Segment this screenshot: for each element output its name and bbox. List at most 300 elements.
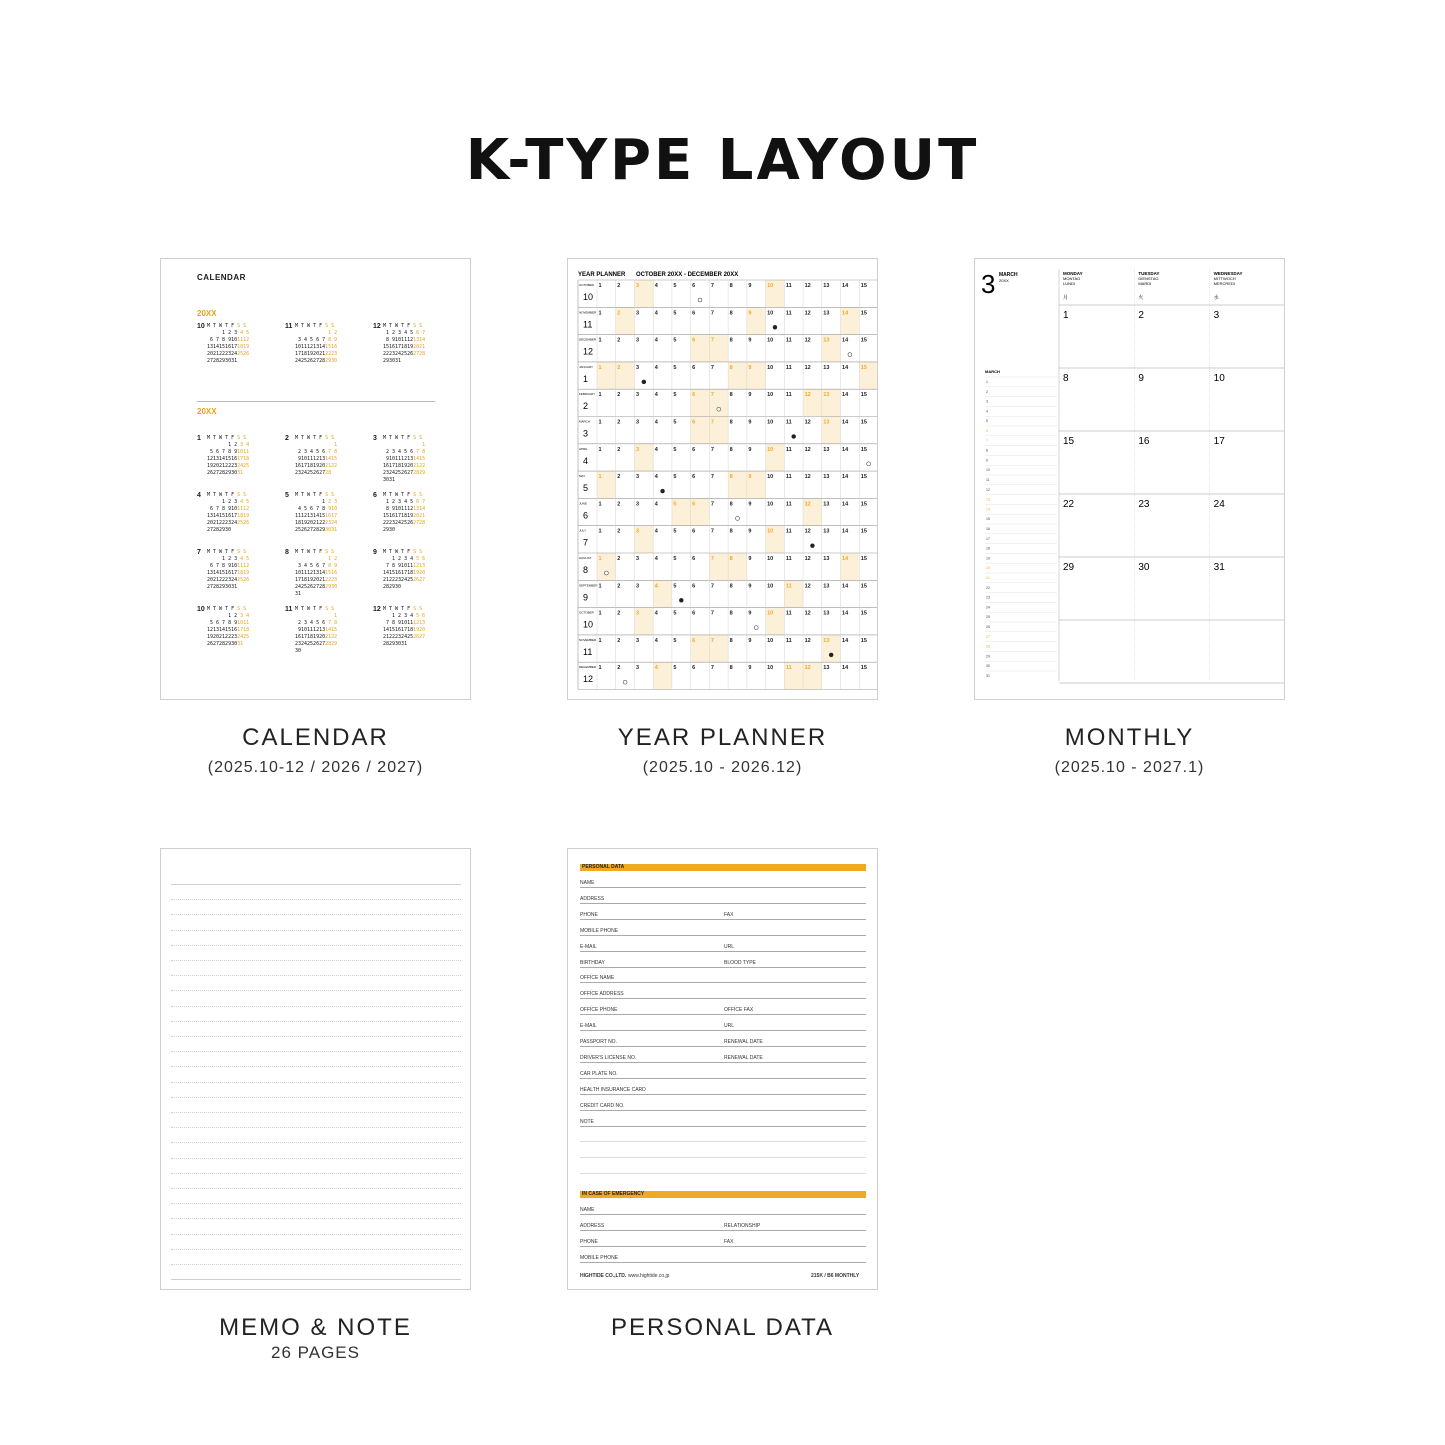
monthly-date: 2	[1138, 310, 1144, 321]
planner-day: 3	[635, 501, 640, 508]
planner-day: 11	[785, 583, 792, 590]
memo-rule-line	[171, 945, 461, 946]
planner-day: 13	[823, 556, 830, 562]
mini-month-number: 2	[285, 435, 289, 442]
planner-day: 5	[673, 283, 677, 289]
planner-day: 6	[692, 501, 696, 508]
planner-day: 1	[598, 501, 602, 508]
side-list-day: 16	[986, 527, 990, 531]
monthly-date: 9	[1138, 373, 1144, 384]
planner-day: 7	[710, 501, 714, 508]
field-label-right: FAX	[724, 1238, 734, 1245]
planner-day: 8	[729, 665, 733, 672]
mini-month-number: 5	[285, 492, 289, 499]
planner-day: 13	[823, 528, 830, 535]
planner-day: 2	[617, 310, 621, 317]
planner-day: 4	[654, 283, 658, 289]
planner-day: 1	[598, 665, 602, 672]
side-list-day: 22	[986, 585, 990, 590]
planner-day: 5	[673, 419, 677, 426]
planner-day: 7	[710, 446, 714, 453]
planner-day: 12	[804, 310, 811, 317]
planner-month-name: JUNE	[579, 501, 587, 506]
field-label: MOBILE PHONE	[580, 927, 619, 934]
planner-day: 3	[635, 583, 640, 590]
memo-rule-line	[171, 1021, 461, 1022]
personal-data-header-bar	[580, 864, 866, 871]
weekday-header-de: MITTWOCH	[1213, 276, 1236, 281]
planner-day: 13	[823, 419, 830, 426]
planner-day: 2	[617, 419, 621, 426]
planner-day: 10	[767, 665, 774, 672]
mini-month-days: M T W T F S S 1 2 3 4 5 6 7 8 910111213 14151617181920 21222324252627 28293031	[383, 606, 426, 647]
note-line	[580, 1173, 866, 1174]
planner-month-name: OCTOBER	[579, 283, 594, 287]
planner-month-name: JANUARY	[579, 364, 593, 369]
planner-day: 1	[598, 637, 602, 644]
memo-rule-line	[171, 990, 461, 991]
personal-data-label: PERSONAL DATA	[611, 1314, 834, 1341]
planner-day: 5	[673, 637, 677, 644]
planner-day: 2	[617, 446, 621, 453]
monthly-date: 8	[1063, 373, 1069, 384]
field-line	[580, 887, 866, 888]
year-planner-page-preview	[567, 258, 878, 700]
planner-month-number: 10	[583, 292, 594, 302]
field-label: ADDRESS	[580, 1222, 605, 1229]
planner-day: 1	[598, 337, 602, 344]
planner-month-name: SEPTEMBER	[579, 583, 598, 588]
planner-day: 13	[823, 364, 830, 371]
mini-month-number: 6	[373, 492, 377, 499]
memo-page-preview	[160, 848, 471, 1290]
planner-month-number: 7	[583, 537, 589, 548]
planner-day: 5	[673, 474, 677, 481]
memo-rule-line	[171, 1127, 461, 1128]
weekday-header-de: MONTAG	[1063, 276, 1081, 281]
mini-month-number: 10	[197, 323, 205, 330]
planner-month-number: 6	[583, 510, 589, 521]
planner-day: 5	[673, 528, 677, 535]
planner-day: 13	[823, 310, 830, 317]
monthly-date: 30	[1138, 562, 1150, 573]
side-list-day: 31	[986, 674, 990, 678]
planner-month-number: 12	[583, 346, 594, 357]
planner-day: 4	[654, 610, 658, 617]
planner-day: 9	[748, 310, 752, 317]
planner-day: 7	[710, 556, 714, 562]
planner-day: 10	[767, 364, 774, 371]
planner-day: 6	[692, 283, 696, 289]
planner-day: 14	[842, 501, 849, 508]
planner-day: 13	[823, 392, 830, 399]
mini-month-number: 12	[373, 606, 381, 613]
planner-month-name: MARCH	[579, 419, 590, 424]
planner-day: 2	[617, 337, 621, 344]
monthly-date: 15	[1063, 436, 1075, 447]
planner-day: 10	[767, 283, 774, 289]
planner-day: 2	[617, 501, 621, 508]
monthly-date: 10	[1213, 373, 1225, 384]
calendar-label: CALENDAR	[242, 724, 389, 751]
personal-data-header: PERSONAL DATA	[582, 864, 625, 870]
planner-day: 3	[635, 474, 640, 481]
planner-day: 4	[654, 528, 658, 535]
side-list-day: 27	[986, 634, 990, 639]
planner-day: 1	[598, 446, 602, 453]
planner-day: 2	[617, 474, 621, 481]
planner-day: 15	[860, 283, 867, 289]
planner-day: 7	[710, 528, 714, 535]
planner-day: 6	[692, 610, 696, 617]
planner-day: 2	[617, 637, 621, 644]
planner-day: 13	[823, 665, 830, 672]
memo-rule-line	[171, 1006, 461, 1007]
weekday-header: WEDNESDAY	[1213, 271, 1243, 276]
memo-rule-line	[171, 1173, 461, 1174]
planner-day: 15	[860, 446, 867, 453]
planner-month-name: DECEMBER	[579, 665, 597, 670]
planner-day: 4	[654, 583, 658, 590]
weekday-header: TUESDAY	[1138, 271, 1160, 276]
side-list-day: 8	[986, 448, 988, 453]
planner-day: 7	[710, 337, 714, 344]
planner-day: 1	[598, 474, 602, 481]
memo-rule-line	[171, 930, 461, 931]
planner-month-number: 8	[583, 565, 589, 575]
monthly-sub: (2025.10 - 2027.1)	[1054, 759, 1205, 776]
planner-day: 15	[860, 528, 867, 535]
planner-day: 14	[842, 610, 849, 617]
mini-month-days: M T W T F S S 1 2 3 4 5 6 7 8 91011 12131415161718 19202122232425 262728293031	[207, 606, 250, 647]
calendar-year-label: 20XX	[197, 309, 217, 318]
planner-month-number: 1	[583, 373, 589, 384]
memo-rule-line	[171, 1203, 461, 1204]
personal-data-page-preview	[567, 848, 878, 1290]
field-label: DRIVER'S LICENSE NO.	[580, 1054, 637, 1061]
planner-day: 10	[767, 446, 774, 453]
monthly-label: MONTHLY	[1064, 724, 1195, 751]
planner-day: 2	[617, 610, 621, 617]
planner-day: 15	[860, 583, 867, 590]
planner-day: 7	[710, 610, 714, 617]
planner-month-name: OCTOBER	[579, 610, 594, 615]
planner-day: 4	[654, 637, 658, 644]
memo-rule-line	[171, 1112, 461, 1113]
moon-phase-icon	[736, 516, 740, 520]
planner-day: 7	[710, 283, 714, 289]
weekday-header-jp: 火	[1138, 295, 1144, 301]
planner-day: 11	[785, 337, 792, 344]
planner-day: 10	[767, 583, 774, 590]
side-list-day: 9	[986, 458, 988, 463]
planner-day: 5	[673, 310, 677, 317]
side-list-day: 28	[986, 644, 990, 649]
side-list-day: 18	[986, 546, 990, 551]
memo-rule-line	[171, 1264, 461, 1265]
moon-phase-icon	[754, 626, 758, 630]
mini-month-number: 10	[197, 606, 205, 613]
planner-day: 9	[748, 283, 752, 289]
planner-day: 3	[635, 337, 640, 344]
planner-day: 3	[635, 364, 640, 371]
planner-day: 6	[692, 364, 696, 371]
planner-day: 7	[710, 419, 714, 426]
planner-day: 11	[785, 610, 792, 617]
planner-day: 2	[617, 556, 621, 562]
planner-day: 7	[710, 474, 714, 481]
mini-month-days: M T W T F S S 1 2 3 4 5 6 7 8 910111213 14151617181920 21222324252627 282930	[383, 549, 426, 590]
field-label-right: FAX	[724, 911, 734, 918]
field-line	[580, 1230, 866, 1231]
moon-phase-icon	[773, 325, 777, 329]
planner-day: 5	[673, 665, 677, 672]
planner-day: 11	[785, 528, 792, 535]
weekday-header-fr: MARDI	[1138, 281, 1152, 286]
planner-day: 5	[673, 364, 677, 371]
mini-month-days: M T W T F S S 1 2 3 4 5 6 7 8 91011121314 15161718192021 22232425262728 2930	[383, 492, 426, 533]
planner-day: 12	[804, 610, 811, 617]
planner-day: 12	[804, 474, 811, 481]
planner-day: 10	[767, 337, 774, 344]
planner-day: 14	[842, 419, 849, 426]
planner-day: 6	[692, 637, 696, 644]
planner-day: 14	[842, 528, 849, 535]
monthly-date: 23	[1138, 499, 1150, 510]
planner-day: 15	[860, 474, 867, 481]
planner-day: 15	[860, 364, 867, 371]
side-list-day: 7	[986, 438, 988, 443]
planner-day: 2	[617, 665, 621, 672]
planner-day: 8	[729, 528, 733, 535]
planner-day: 8	[729, 419, 733, 426]
mini-month-number: 7	[197, 549, 201, 556]
planner-day: 15	[860, 665, 867, 672]
planner-day: 7	[710, 392, 714, 399]
planner-day: 3	[635, 528, 640, 535]
memo-rule-line	[171, 1066, 461, 1067]
monthly-page-preview	[974, 258, 1285, 700]
monthly-date: 29	[1063, 562, 1075, 573]
planner-day: 15	[860, 610, 867, 617]
field-line	[580, 1126, 866, 1127]
field-line	[580, 967, 866, 968]
planner-day: 9	[748, 665, 752, 672]
planner-day: 4	[654, 364, 658, 371]
moon-phase-icon	[604, 571, 608, 575]
field-label: E-MAIL	[580, 943, 597, 950]
emergency-header-bar	[580, 1191, 866, 1198]
moon-phase-icon	[698, 298, 702, 302]
planner-day: 7	[710, 583, 714, 590]
mini-month-days: M T W T F S S 1 2 3 4 5 6 7 8 91011121314 15161718192021 22232425262728 293031	[383, 323, 426, 364]
memo-rule-line	[171, 899, 461, 900]
mini-month-days: M T W T F S S 1 2 3 4 5 6 7 8 9101112131415 16171819202122 23242526272829 30	[295, 606, 338, 654]
planner-day: 6	[692, 665, 696, 672]
planner-day: 8	[729, 637, 733, 644]
planner-day: 13	[823, 637, 830, 644]
planner-day: 8	[729, 610, 733, 617]
planner-day: 12	[804, 637, 811, 644]
page-title: K-TYPE LAYOUT	[465, 128, 980, 193]
planner-day: 3	[635, 556, 640, 562]
planner-day: 11	[785, 310, 792, 317]
planner-day: 10	[767, 310, 774, 317]
planner-day: 8	[729, 474, 733, 481]
planner-month-number: 12	[583, 674, 594, 685]
planner-day: 9	[748, 528, 752, 535]
planner-day: 15	[860, 556, 867, 562]
planner-day: 1	[598, 310, 602, 317]
planner-day: 8	[729, 556, 733, 562]
planner-month-name: NOVEMBER	[579, 637, 597, 642]
field-label: CREDIT CARD NO.	[580, 1102, 625, 1109]
planner-day: 4	[654, 419, 658, 426]
planner-day: 10	[767, 419, 774, 426]
planner-day: 6	[692, 583, 696, 590]
planner-day: 7	[710, 310, 714, 317]
planner-day: 4	[654, 337, 658, 344]
memo-rule-line	[171, 1188, 461, 1189]
field-label-right: RENEWAL DATE	[724, 1054, 763, 1061]
planner-day: 15	[860, 310, 867, 317]
year-planner-label: YEAR PLANNER	[617, 724, 828, 751]
planner-day: 11	[785, 446, 792, 453]
memo-rule-line	[171, 975, 461, 976]
planner-month-number: 11	[583, 319, 593, 330]
monthly-year: 20XX	[999, 278, 1009, 283]
planner-day: 13	[823, 610, 830, 617]
field-line	[580, 1110, 866, 1111]
planner-day: 12	[804, 364, 811, 371]
planner-day: 9	[748, 583, 752, 590]
side-list-day: 19	[986, 556, 990, 561]
monthly-grid	[975, 259, 1285, 700]
side-list-day: 10	[986, 468, 990, 473]
planner-day: 3	[635, 392, 640, 399]
planner-day: 4	[654, 665, 658, 672]
monthly-date: 31	[1213, 562, 1225, 573]
field-line	[580, 1078, 866, 1079]
planner-day: 12	[804, 392, 811, 399]
memo-rule-line	[171, 1142, 461, 1143]
memo-rule-line	[171, 1082, 461, 1083]
planner-day: 11	[785, 364, 792, 371]
planner-month-number: 3	[583, 428, 589, 439]
planner-day: 10	[767, 528, 774, 535]
side-list-title: MARCH	[985, 369, 1000, 374]
mini-month-number: 9	[373, 549, 377, 556]
memo-label: MEMO & NOTE	[219, 1314, 412, 1341]
planner-day: 2	[617, 528, 621, 535]
side-list-day: 6	[986, 429, 988, 433]
side-list-day: 11	[986, 478, 990, 482]
planner-day: 15	[860, 337, 867, 344]
planner-day: 1	[598, 556, 602, 562]
moon-phase-icon	[792, 435, 796, 439]
planner-day: 15	[860, 501, 867, 508]
side-list-day: 30	[986, 664, 990, 669]
memo-rule-line	[171, 960, 461, 961]
planner-day: 10	[767, 392, 774, 399]
planner-day: 8	[729, 446, 733, 453]
mini-month-days: M T W T F S S 1 2 3 4 5 6 7 8 910 11121314151617 18192021222324 25262728293031	[295, 492, 338, 533]
side-list-day: 4	[986, 409, 988, 414]
field-line	[580, 1246, 866, 1247]
field-line	[580, 1030, 866, 1031]
side-list-day: 1	[986, 380, 988, 384]
planner-day: 9	[748, 610, 752, 617]
side-list-day: 25	[986, 615, 990, 620]
planner-day: 6	[692, 556, 696, 562]
memo-rule-line	[171, 884, 461, 885]
planner-month-number: 9	[583, 592, 589, 603]
field-label-right: OFFICE FAX	[724, 1007, 754, 1014]
year-planner-range: OCTOBER 20XX - DECEMBER 20XX	[636, 272, 739, 278]
weekday-header-fr: MERCREDI	[1213, 281, 1236, 286]
planner-day: 6	[692, 474, 696, 481]
planner-day: 11	[785, 392, 792, 399]
mini-month-days: M T W T F S S 1 2 3 4 5 6 7 8 91011 12131415161718 19202122232425 262728293031	[207, 435, 250, 476]
monthly-date: 3	[1213, 310, 1220, 321]
planner-day: 13	[823, 446, 830, 453]
planner-day: 8	[729, 310, 733, 317]
planner-day: 15	[860, 419, 867, 426]
planner-day: 14	[842, 474, 849, 481]
field-line	[580, 998, 866, 999]
planner-day: 13	[823, 474, 830, 481]
planner-day: 14	[842, 556, 849, 562]
field-label: PASSPORT NO.	[580, 1039, 617, 1045]
footer-model: 215K / B6 MONTHLY	[811, 1273, 860, 1279]
memo-rule-line	[171, 1158, 461, 1159]
note-line	[580, 1157, 866, 1158]
weekday-header-jp: 水	[1213, 295, 1219, 301]
memo-rule-line	[171, 914, 461, 915]
side-list-day: 5	[986, 419, 988, 424]
side-list-day: 3	[986, 399, 988, 404]
moon-phase-icon	[848, 353, 852, 357]
planner-day: 3	[635, 446, 640, 453]
planner-day: 8	[729, 337, 733, 344]
monthly-date: 24	[1213, 499, 1225, 510]
year-planner-heading: YEAR PLANNER	[578, 272, 626, 278]
moon-phase-icon	[810, 544, 814, 548]
side-list-day: 21	[986, 576, 990, 580]
memo-rule-line	[171, 1051, 461, 1052]
planner-day: 2	[617, 392, 621, 399]
planner-day: 10	[767, 556, 774, 562]
memo-rule-line	[171, 1036, 461, 1037]
mini-month-number: 3	[373, 435, 377, 442]
field-label: OFFICE PHONE	[580, 1007, 618, 1014]
field-label: E-MAIL	[580, 1023, 597, 1030]
side-list-day: 12	[986, 487, 990, 492]
planner-day: 13	[823, 283, 830, 289]
calendar-heading: CALENDAR	[197, 273, 246, 282]
planner-day: 12	[804, 665, 811, 672]
field-label-right: URL	[724, 943, 735, 950]
weekday-header-jp: 月	[1063, 295, 1069, 301]
mini-month-days: M T W T F S S 1 2 3 4 5 6 7 8 9 10111213141516 17181920212223 24252627282930	[295, 323, 338, 364]
field-line	[580, 1062, 866, 1063]
field-label: MOBILE PHONE	[580, 1254, 619, 1261]
planner-day: 10	[767, 474, 774, 481]
planner-day: 6	[692, 419, 696, 426]
planner-day: 2	[617, 583, 621, 590]
mini-month-number: 8	[285, 549, 289, 556]
planner-month-number: 2	[583, 401, 589, 412]
